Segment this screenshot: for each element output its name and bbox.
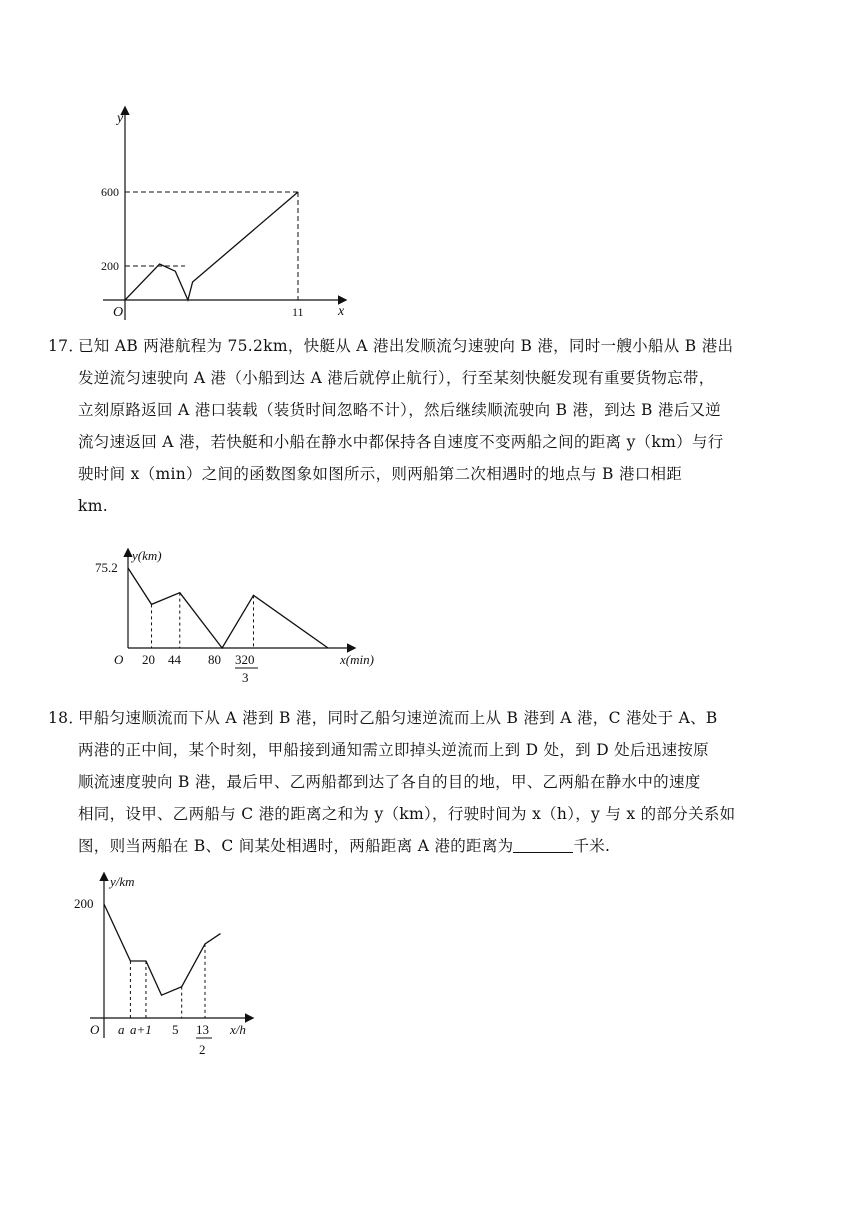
- chart-2-x-tick-frac-num: 320: [235, 652, 255, 667]
- chart-2-y-label: y(km): [132, 548, 162, 563]
- chart-2-x-tick-frac-den: 3: [242, 670, 249, 685]
- problem-18: [48, 702, 790, 862]
- problem-17-number: 17．: [48, 337, 85, 355]
- chart-2-x-tick-20: 20: [142, 652, 155, 667]
- problem-18-line-5-text: 图，则当两船在 B、C 间某处相遇时，两船距离 A 港的距离为: [78, 837, 514, 855]
- chart-3-y-label: y/km: [110, 874, 135, 889]
- chart-3-x-tick-5: 5: [172, 1022, 179, 1037]
- chart-1-origin: O: [113, 305, 124, 320]
- problem-18-line-4: 相同，设甲、乙两船与 C 港的距离之和为 y（km），行驶时间为 x（h），y 与 x 的部分关系如: [78, 805, 736, 823]
- chart-3-x-tick-a1: a+1: [130, 1022, 152, 1037]
- problem-17-line-2: 发逆流匀速驶向 A 港（小船到达 A 港后就停止航行），行至某刻快艇发现有重要货物忘带，: [78, 369, 715, 387]
- chart-3-x-tick-frac-den: 2: [199, 1042, 206, 1057]
- chart-3-x-tick-frac-num: 13: [196, 1022, 209, 1037]
- chart-3-series-line: [104, 904, 221, 995]
- chart-2-y-tick: 75.2: [95, 560, 118, 575]
- chart-3-sum-distance: [72, 866, 272, 1066]
- problem-17-line-4: 流匀速返回 A 港，若快艇和小船在静水中都保持各自速度不变两船之间的距离 y（km）与行: [78, 433, 724, 451]
- chart-1-y-tick-200: 200: [101, 259, 119, 273]
- chart-3-x-tick-a: a: [118, 1022, 125, 1037]
- problem-18-line-2: 两港的正中间，某个时刻，甲船接到通知需立即掉头逆流而上到 D 处，到 D 处后迅速按原: [78, 741, 709, 759]
- chart-2-series-line: [128, 568, 328, 648]
- problem-18-number: 18．: [48, 709, 85, 727]
- problem-17-line-6: km.: [78, 497, 108, 515]
- problem-18-line-3: 顺流速度驶向 B 港，最后甲、乙两船都到达了各自的目的地，甲、乙两船在静水中的速度: [78, 773, 701, 791]
- chart-1-x-tick-11: 11: [292, 305, 304, 319]
- problem-17-line-5: 驶时间 x（min）之间的函数图象如图所示，则两船第二次相遇时的地点与 B 港口相距: [78, 465, 683, 483]
- problem-18-line-1: 甲船匀速顺流而下从 A 港到 B 港，同时乙船匀速逆流而上从 B 港到 A 港，C 港处于 A、B: [78, 709, 718, 727]
- chart-2-boat-distance: [92, 540, 392, 690]
- chart-2-x-tick-44: 44: [168, 652, 181, 667]
- problem-17-line-1: 已知 AB 两港航程为 75.2km，快艇从 A 港出发顺流匀速驶向 B 港，同时一艘小船从 B 港出: [78, 337, 734, 355]
- chart-2-x-label: x(min): [340, 652, 374, 667]
- chart-3-origin: O: [90, 1022, 100, 1037]
- chart-1-y-tick-600: 600: [101, 185, 119, 199]
- problem-17: [48, 330, 790, 522]
- chart-1-y-label: y: [117, 111, 124, 126]
- problem-18-line-5: [78, 830, 790, 862]
- chart-1-series-line: [125, 192, 298, 300]
- chart-3-x-label: x/h: [230, 1022, 246, 1037]
- answer-blank[interactable]: [513, 836, 573, 853]
- chart-1-x-label: x: [338, 304, 345, 319]
- chart-1-distance-time: [95, 100, 355, 330]
- chart-2-x-tick-80: 80: [208, 652, 221, 667]
- problem-18-line-5-unit: 千米.: [573, 837, 611, 855]
- chart-3-y-tick: 200: [74, 896, 94, 911]
- chart-2-origin: O: [114, 652, 124, 667]
- problem-17-line-3: 立刻原路返回 A 港口装载（装货时间忽略不计），然后继续顺流驶向 B 港，到达 B 港后又逆: [78, 401, 722, 419]
